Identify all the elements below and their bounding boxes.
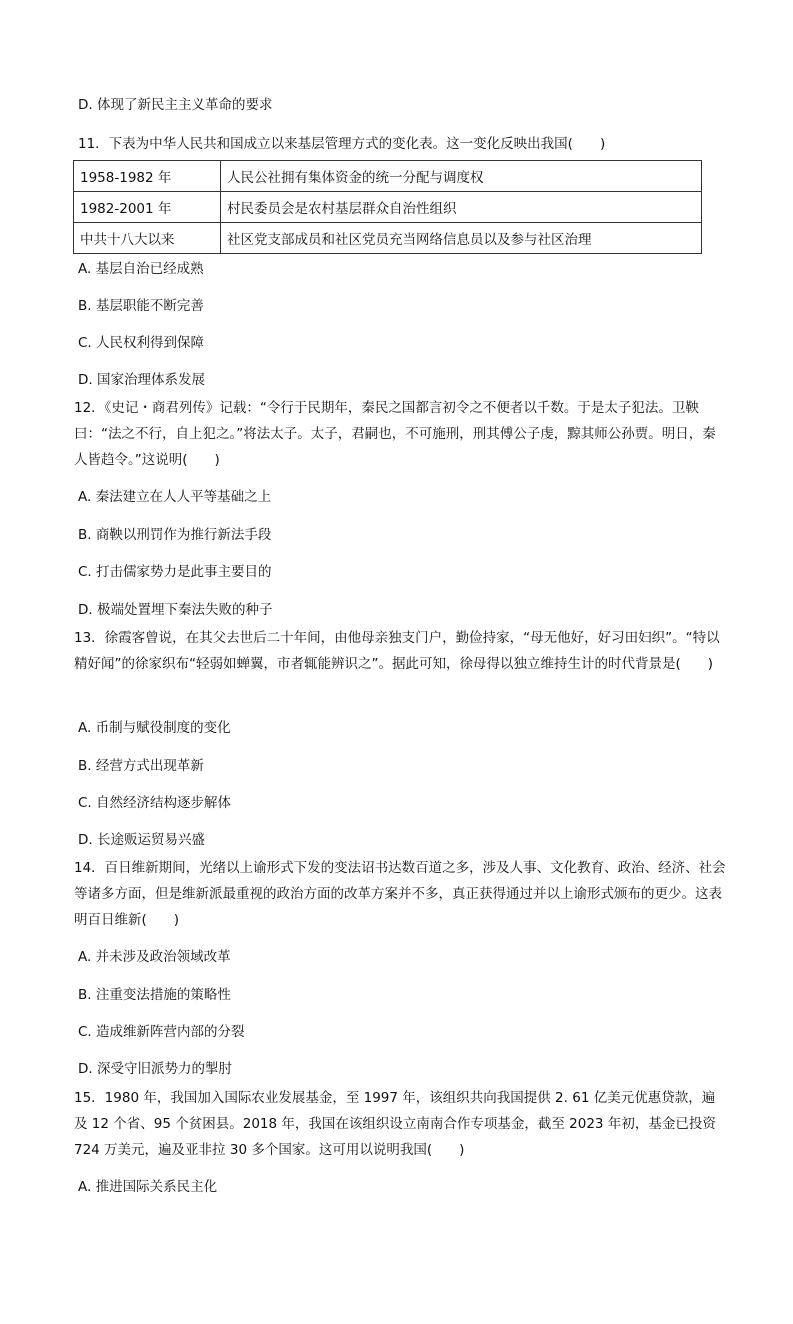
table-cell: 1982-2001 年 <box>74 192 221 223</box>
q13-option-a: A. 币制与赋役制度的变化 <box>78 720 231 736</box>
table-row <box>74 161 702 192</box>
q11-option-d: D. 国家治理体系发展 <box>78 372 205 388</box>
q14-option-d: D. 深受守旧派势力的掣肘 <box>78 1061 232 1077</box>
q14-option-c: C. 造成维新阵营内部的分裂 <box>78 1024 245 1040</box>
q11-table <box>73 160 702 254</box>
table-cell: 社区党支部成员和社区党员充当网络信息员以及参与社区治理 <box>221 223 702 254</box>
q12-option-d: D. 极端处置埋下秦法失败的种子 <box>78 602 273 618</box>
q15-option-a: A. 推进国际关系民主化 <box>78 1179 218 1195</box>
table-cell: 中共十八大以来 <box>74 223 221 254</box>
q14-option-b: B. 注重变法措施的策略性 <box>78 987 231 1003</box>
q15-stem: 15．1980 年，我国加入国际农业发展基金，至 1997 年，该组织共向我国提供 2. 61 亿美元优惠贷款，遍及 12 个省、95 个贫困县。2018 年，我国在该组织设立南南合作专项基金，截至 2023 年初，基金已投资 724 万美元，遍及亚非拉 30 多个国家。这可用以说明我国( ) <box>74 1090 716 1158</box>
q10-option-d: D. 体现了新民主主义革命的要求 <box>78 97 273 113</box>
q13-option-d: D. 长途贩运贸易兴盛 <box>78 832 205 848</box>
table-cell: 村民委员会是农村基层群众自治性组织 <box>221 192 702 223</box>
q12-option-c: C. 打击儒家势力是此事主要目的 <box>78 564 272 580</box>
table-cell: 1958-1982 年 <box>74 161 221 192</box>
table-cell: 人民公社拥有集体资金的统一分配与调度权 <box>221 161 702 192</box>
q13-stem: 13．徐霞客曾说，在其父去世后二十年间，由他母亲独支门户，勤俭持家，“母无他好，好习田妇织”。“特以精好闻”的徐家织布“轻弱如蝉翼，市者辄能辨识之”。据此可知，徐母得以独立维持生计的时代背景是( ) <box>74 630 720 672</box>
q11-option-c: C. 人民权利得到保障 <box>78 335 205 351</box>
q11-stem: 11．下表为中华人民共和国成立以来基层管理方式的变化表。这一变化反映出我国( ) <box>78 136 606 152</box>
table-row <box>74 192 702 223</box>
q11-option-a: A. 基层自治已经成熟 <box>78 261 204 277</box>
table-row <box>74 223 702 254</box>
q12-stem: 12．《史记・商君列传》记载：“令行于民期年，秦民之国都言初令之不便者以千数。于是太子犯法。卫鞅曰：“法之不行，自上犯之。”将法太子。太子，君嗣也，不可施刑，刑其傅公子虔，黥其师公孙贾。明日，秦人皆趋令。”这说明( ) <box>74 400 716 468</box>
q12-option-a: A. 秦法建立在人人平等基础之上 <box>78 489 272 505</box>
q14-stem: 14．百日维新期间，光绪以上谕形式下发的变法诏书达数百道之多，涉及人事、文化教育、政治、经济、社会等诸多方面，但是维新派最重视的政治方面的改革方案并不多，真正获得通过并以上谕形式颁布的更少。这表明百日维新( ) <box>74 860 726 928</box>
q13-option-b: B. 经营方式出现革新 <box>78 758 204 774</box>
q11-option-b: B. 基层职能不断完善 <box>78 298 204 314</box>
q13-option-c: C. 自然经济结构逐步解体 <box>78 795 232 811</box>
q14-option-a: A. 并未涉及政治领域改革 <box>78 949 231 965</box>
q12-option-b: B. 商鞅以刑罚作为推行新法手段 <box>78 527 272 543</box>
